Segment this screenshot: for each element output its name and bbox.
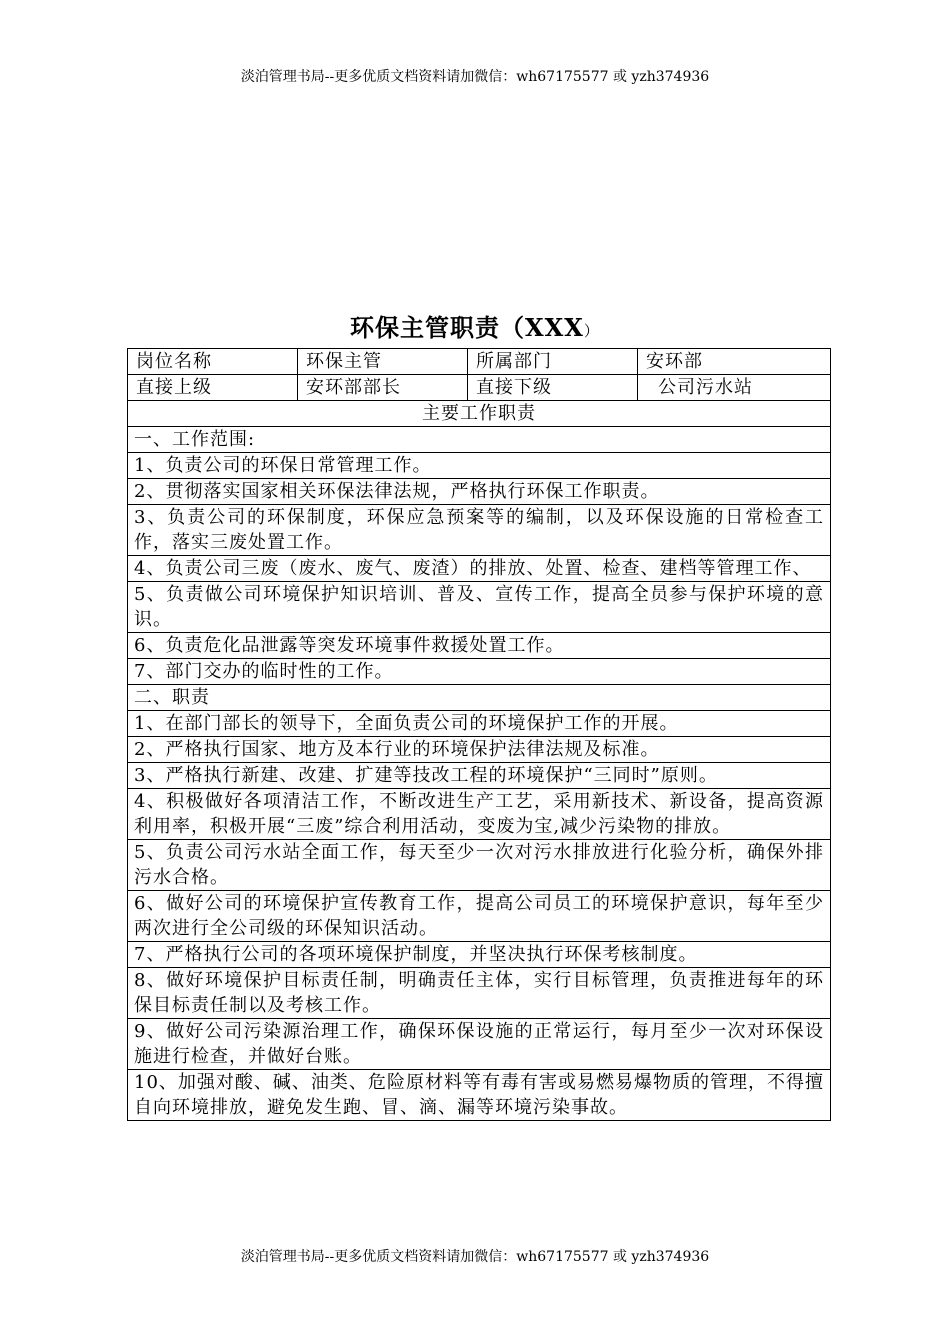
document-title <box>0 308 950 343</box>
scope-row <box>128 582 831 633</box>
position-label: 岗位名称 <box>128 349 298 375</box>
info-row-1 <box>128 349 831 375</box>
subordinate-value: 公司污水站 <box>638 375 831 401</box>
scope-item: 3、负责公司的环保制度，环保应急预案等的编制，以及环保设施的日常检查工作，落实三废处置工作。 <box>128 505 831 556</box>
scope-row <box>128 659 831 685</box>
duty-item: 5、负责公司污水站全面工作，每天至少一次对污水排放进行化验分析，确保外排污水合格。 <box>128 840 831 891</box>
superior-label: 直接上级 <box>128 375 298 401</box>
position-value: 环保主管 <box>298 349 468 375</box>
section-heading: 主要工作职责 <box>128 401 831 427</box>
duty-row <box>128 840 831 891</box>
scope-item: 5、负责做公司环境保护知识培训、普及、宣传工作，提高全员参与保护环境的意识。 <box>128 582 831 633</box>
title-main: 环保主管职责（XXX <box>350 313 584 342</box>
duty-item: 10、加强对酸、碱、油类、危险原材料等有毒有害或易燃易爆物质的管理，不得擅自向环境排放，避免发生跑、冒、滴、漏等环境污染事故。 <box>128 1070 831 1121</box>
scope-row <box>128 633 831 659</box>
scope-row <box>128 453 831 479</box>
scope-item: 7、部门交办的临时性的工作。 <box>128 659 831 685</box>
scope-item: 1、负责公司的环保日常管理工作。 <box>128 453 831 479</box>
duty-item: 2、严格执行国家、地方及本行业的环境保护法律法规及标准。 <box>128 737 831 763</box>
scope-row <box>128 505 831 556</box>
scope-item: 6、负责危化品泄露等突发环境事件救援处置工作。 <box>128 633 831 659</box>
duty-row <box>128 942 831 968</box>
scope-row <box>128 479 831 505</box>
subordinate-label: 直接下级 <box>468 375 638 401</box>
duty-row <box>128 1019 831 1070</box>
duty-row <box>128 1070 831 1121</box>
duties-heading: 二、职责 <box>128 685 831 711</box>
scope-item: 4、负责公司三废（废水、废气、废渣）的排放、处置、检查、建档等管理工作、 <box>128 556 831 582</box>
scope-heading-row <box>128 427 831 453</box>
duty-item: 1、在部门部长的领导下，全面负责公司的环境保护工作的开展。 <box>128 711 831 737</box>
superior-value: 安环部部长 <box>298 375 468 401</box>
duty-item: 4、积极做好各项清洁工作，不断改进生产工艺，采用新技术、新设备，提高资源利用率，积极开展“三废”综合利用活动，变废为宝,减少污染物的排放。 <box>128 789 831 840</box>
duty-row <box>128 763 831 789</box>
section-heading-row <box>128 401 831 427</box>
title-suffix: ） <box>583 322 600 340</box>
job-duty-table <box>127 348 831 1121</box>
duty-row <box>128 891 831 942</box>
duty-item: 9、做好公司污染源治理工作，确保环保设施的正常运行，每月至少一次对环保设施进行检查，并做好台账。 <box>128 1019 831 1070</box>
scope-item: 2、贯彻落实国家相关环保法律法规，严格执行环保工作职责。 <box>128 479 831 505</box>
scope-row <box>128 556 831 582</box>
duty-item: 6、做好公司的环境保护宣传教育工作，提高公司员工的环境保护意识，每年至少两次进行全公司级的环保知识活动。 <box>128 891 831 942</box>
duty-item: 7、严格执行公司的各项环境保护制度，并坚决执行环保考核制度。 <box>128 942 831 968</box>
page-header-note: 淡泊管理书局--更多优质文档资料请加微信：wh67175577 或 yzh374936 <box>240 69 710 85</box>
duty-row <box>128 737 831 763</box>
duty-item: 3、严格执行新建、改建、扩建等技改工程的环境保护“三同时”原则。 <box>128 763 831 789</box>
page-footer-note: 淡泊管理书局--更多优质文档资料请加微信：wh67175577 或 yzh374936 <box>240 1249 710 1265</box>
department-label: 所属部门 <box>468 349 638 375</box>
duty-row <box>128 789 831 840</box>
duty-item: 8、做好环境保护目标责任制，明确责任主体，实行目标管理，负责推进每年的环保目标责任制以及考核工作。 <box>128 968 831 1019</box>
scope-heading: 一、工作范围: <box>128 427 831 453</box>
duty-row <box>128 711 831 737</box>
duty-row <box>128 968 831 1019</box>
department-value: 安环部 <box>638 349 831 375</box>
info-row-2 <box>128 375 831 401</box>
duties-heading-row <box>128 685 831 711</box>
